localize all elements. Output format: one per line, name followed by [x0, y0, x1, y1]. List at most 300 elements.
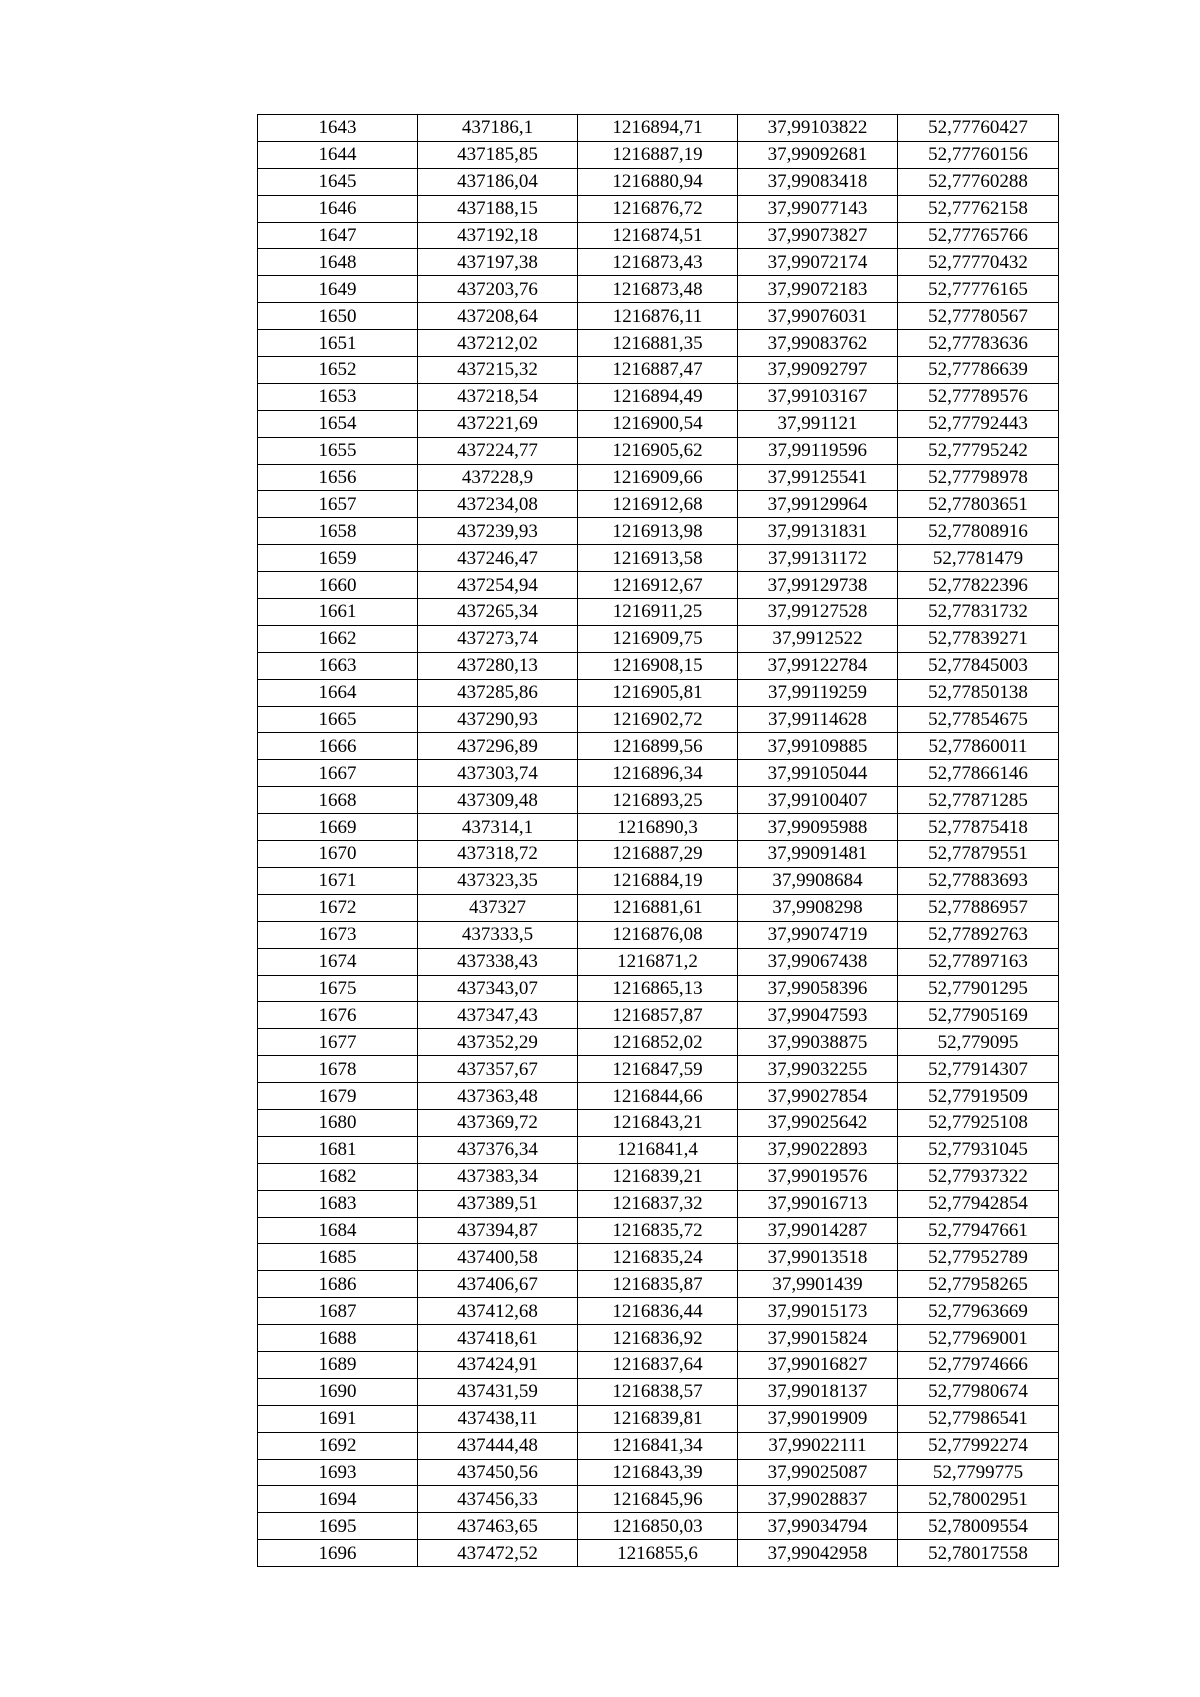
- x-coordinate-cell: 437400,58: [418, 1244, 578, 1271]
- coordinates-table-body: [258, 115, 1059, 1567]
- latitude-cell: 52,77992274: [898, 1432, 1059, 1459]
- x-coordinate-cell: 437357,67: [418, 1056, 578, 1083]
- point-number-cell: 1682: [258, 1163, 418, 1190]
- latitude-cell: 52,77760156: [898, 141, 1059, 168]
- longitude-cell: 37,99095988: [738, 814, 898, 841]
- table-row: [258, 599, 1059, 626]
- point-number-cell: 1690: [258, 1378, 418, 1405]
- y-coordinate-cell: 1216874,51: [578, 222, 738, 249]
- latitude-cell: 52,77980674: [898, 1378, 1059, 1405]
- y-coordinate-cell: 1216909,75: [578, 625, 738, 652]
- latitude-cell: 52,77942854: [898, 1190, 1059, 1217]
- latitude-cell: 52,77762158: [898, 195, 1059, 222]
- longitude-cell: 37,99025087: [738, 1459, 898, 1486]
- y-coordinate-cell: 1216913,98: [578, 518, 738, 545]
- y-coordinate-cell: 1216893,25: [578, 787, 738, 814]
- latitude-cell: 52,77776165: [898, 276, 1059, 303]
- table-row: [258, 625, 1059, 652]
- x-coordinate-cell: 437438,11: [418, 1405, 578, 1432]
- latitude-cell: 52,77839271: [898, 625, 1059, 652]
- x-coordinate-cell: 437285,86: [418, 679, 578, 706]
- x-coordinate-cell: 437254,94: [418, 572, 578, 599]
- latitude-cell: 52,77925108: [898, 1109, 1059, 1136]
- x-coordinate-cell: 437280,13: [418, 652, 578, 679]
- x-coordinate-cell: 437203,76: [418, 276, 578, 303]
- x-coordinate-cell: 437265,34: [418, 599, 578, 626]
- x-coordinate-cell: 437347,43: [418, 1002, 578, 1029]
- longitude-cell: 37,99018137: [738, 1378, 898, 1405]
- x-coordinate-cell: 437197,38: [418, 249, 578, 276]
- y-coordinate-cell: 1216844,66: [578, 1083, 738, 1110]
- table-row: [258, 787, 1059, 814]
- y-coordinate-cell: 1216865,13: [578, 975, 738, 1002]
- point-number-cell: 1657: [258, 491, 418, 518]
- table-row: [258, 1378, 1059, 1405]
- x-coordinate-cell: 437309,48: [418, 787, 578, 814]
- point-number-cell: 1645: [258, 168, 418, 195]
- longitude-cell: 37,99127528: [738, 599, 898, 626]
- table-row: [258, 168, 1059, 195]
- x-coordinate-cell: 437218,54: [418, 383, 578, 410]
- point-number-cell: 1673: [258, 921, 418, 948]
- latitude-cell: 52,77937322: [898, 1163, 1059, 1190]
- point-number-cell: 1652: [258, 357, 418, 384]
- longitude-cell: 37,99025642: [738, 1109, 898, 1136]
- table-row: [258, 975, 1059, 1002]
- y-coordinate-cell: 1216850,03: [578, 1513, 738, 1540]
- table-row: [258, 894, 1059, 921]
- table-row: [258, 1298, 1059, 1325]
- longitude-cell: 37,99076031: [738, 303, 898, 330]
- table-row: [258, 1244, 1059, 1271]
- point-number-cell: 1693: [258, 1459, 418, 1486]
- latitude-cell: 52,77947661: [898, 1217, 1059, 1244]
- table-row: [258, 518, 1059, 545]
- latitude-cell: 52,78017558: [898, 1540, 1059, 1567]
- point-number-cell: 1663: [258, 652, 418, 679]
- longitude-cell: 37,99015173: [738, 1298, 898, 1325]
- x-coordinate-cell: 437338,43: [418, 948, 578, 975]
- longitude-cell: 37,99122784: [738, 652, 898, 679]
- longitude-cell: 37,99014287: [738, 1217, 898, 1244]
- table-row: [258, 410, 1059, 437]
- longitude-cell: 37,9908298: [738, 894, 898, 921]
- longitude-cell: 37,99083418: [738, 168, 898, 195]
- point-number-cell: 1646: [258, 195, 418, 222]
- x-coordinate-cell: 437212,02: [418, 330, 578, 357]
- latitude-cell: 52,77905169: [898, 1002, 1059, 1029]
- x-coordinate-cell: 437215,32: [418, 357, 578, 384]
- x-coordinate-cell: 437185,85: [418, 141, 578, 168]
- y-coordinate-cell: 1216894,49: [578, 383, 738, 410]
- y-coordinate-cell: 1216909,66: [578, 464, 738, 491]
- x-coordinate-cell: 437444,48: [418, 1432, 578, 1459]
- x-coordinate-cell: 437352,29: [418, 1029, 578, 1056]
- x-coordinate-cell: 437463,65: [418, 1513, 578, 1540]
- x-coordinate-cell: 437418,61: [418, 1325, 578, 1352]
- point-number-cell: 1661: [258, 599, 418, 626]
- longitude-cell: 37,99092681: [738, 141, 898, 168]
- x-coordinate-cell: 437303,74: [418, 760, 578, 787]
- table-row: [258, 706, 1059, 733]
- latitude-cell: 52,77786639: [898, 357, 1059, 384]
- y-coordinate-cell: 1216855,6: [578, 1540, 738, 1567]
- y-coordinate-cell: 1216876,11: [578, 303, 738, 330]
- x-coordinate-cell: 437431,59: [418, 1378, 578, 1405]
- latitude-cell: 52,77760288: [898, 168, 1059, 195]
- y-coordinate-cell: 1216843,21: [578, 1109, 738, 1136]
- y-coordinate-cell: 1216881,61: [578, 894, 738, 921]
- longitude-cell: 37,99114628: [738, 706, 898, 733]
- table-row: [258, 330, 1059, 357]
- table-row: [258, 491, 1059, 518]
- point-number-cell: 1643: [258, 115, 418, 142]
- x-coordinate-cell: 437389,51: [418, 1190, 578, 1217]
- y-coordinate-cell: 1216837,32: [578, 1190, 738, 1217]
- x-coordinate-cell: 437221,69: [418, 410, 578, 437]
- y-coordinate-cell: 1216912,67: [578, 572, 738, 599]
- latitude-cell: 52,77879551: [898, 841, 1059, 868]
- table-row: [258, 464, 1059, 491]
- point-number-cell: 1680: [258, 1109, 418, 1136]
- point-number-cell: 1671: [258, 867, 418, 894]
- table-row: [258, 1163, 1059, 1190]
- table-row: [258, 1513, 1059, 1540]
- point-number-cell: 1660: [258, 572, 418, 599]
- longitude-cell: 37,9912522: [738, 625, 898, 652]
- latitude-cell: 52,77952789: [898, 1244, 1059, 1271]
- longitude-cell: 37,99034794: [738, 1513, 898, 1540]
- longitude-cell: 37,99103167: [738, 383, 898, 410]
- table-row: [258, 545, 1059, 572]
- longitude-cell: 37,99047593: [738, 1002, 898, 1029]
- point-number-cell: 1676: [258, 1002, 418, 1029]
- table-row: [258, 1136, 1059, 1163]
- longitude-cell: 37,99072174: [738, 249, 898, 276]
- table-row: [258, 195, 1059, 222]
- x-coordinate-cell: 437246,47: [418, 545, 578, 572]
- y-coordinate-cell: 1216841,34: [578, 1432, 738, 1459]
- point-number-cell: 1656: [258, 464, 418, 491]
- y-coordinate-cell: 1216905,81: [578, 679, 738, 706]
- x-coordinate-cell: 437290,93: [418, 706, 578, 733]
- longitude-cell: 37,99058396: [738, 975, 898, 1002]
- x-coordinate-cell: 437383,34: [418, 1163, 578, 1190]
- x-coordinate-cell: 437318,72: [418, 841, 578, 868]
- table-row: [258, 921, 1059, 948]
- x-coordinate-cell: 437192,18: [418, 222, 578, 249]
- point-number-cell: 1650: [258, 303, 418, 330]
- longitude-cell: 37,991121: [738, 410, 898, 437]
- latitude-cell: 52,77795242: [898, 437, 1059, 464]
- point-number-cell: 1684: [258, 1217, 418, 1244]
- latitude-cell: 52,78009554: [898, 1513, 1059, 1540]
- table-row: [258, 1109, 1059, 1136]
- point-number-cell: 1667: [258, 760, 418, 787]
- y-coordinate-cell: 1216890,3: [578, 814, 738, 841]
- table-row: [258, 437, 1059, 464]
- latitude-cell: 52,77783636: [898, 330, 1059, 357]
- longitude-cell: 37,99119596: [738, 437, 898, 464]
- latitude-cell: 52,77969001: [898, 1325, 1059, 1352]
- latitude-cell: 52,77850138: [898, 679, 1059, 706]
- table-row: [258, 1486, 1059, 1513]
- latitude-cell: 52,78002951: [898, 1486, 1059, 1513]
- table-row: [258, 1056, 1059, 1083]
- y-coordinate-cell: 1216873,43: [578, 249, 738, 276]
- y-coordinate-cell: 1216913,58: [578, 545, 738, 572]
- y-coordinate-cell: 1216896,34: [578, 760, 738, 787]
- point-number-cell: 1666: [258, 733, 418, 760]
- longitude-cell: 37,99131172: [738, 545, 898, 572]
- y-coordinate-cell: 1216873,48: [578, 276, 738, 303]
- longitude-cell: 37,99131831: [738, 518, 898, 545]
- longitude-cell: 37,99092797: [738, 357, 898, 384]
- y-coordinate-cell: 1216847,59: [578, 1056, 738, 1083]
- y-coordinate-cell: 1216837,64: [578, 1351, 738, 1378]
- y-coordinate-cell: 1216908,15: [578, 652, 738, 679]
- latitude-cell: 52,77886957: [898, 894, 1059, 921]
- table-row: [258, 1432, 1059, 1459]
- table-row: [258, 276, 1059, 303]
- x-coordinate-cell: 437456,33: [418, 1486, 578, 1513]
- y-coordinate-cell: 1216876,72: [578, 195, 738, 222]
- table-row: [258, 760, 1059, 787]
- y-coordinate-cell: 1216836,44: [578, 1298, 738, 1325]
- longitude-cell: 37,99042958: [738, 1540, 898, 1567]
- table-row: [258, 1029, 1059, 1056]
- point-number-cell: 1696: [258, 1540, 418, 1567]
- x-coordinate-cell: 437323,35: [418, 867, 578, 894]
- latitude-cell: 52,77883693: [898, 867, 1059, 894]
- point-number-cell: 1694: [258, 1486, 418, 1513]
- latitude-cell: 52,77831732: [898, 599, 1059, 626]
- longitude-cell: 37,99074719: [738, 921, 898, 948]
- table-row: [258, 572, 1059, 599]
- x-coordinate-cell: 437327: [418, 894, 578, 921]
- y-coordinate-cell: 1216843,39: [578, 1459, 738, 1486]
- table-row: [258, 1405, 1059, 1432]
- x-coordinate-cell: 437412,68: [418, 1298, 578, 1325]
- y-coordinate-cell: 1216902,72: [578, 706, 738, 733]
- latitude-cell: 52,7781479: [898, 545, 1059, 572]
- y-coordinate-cell: 1216911,25: [578, 599, 738, 626]
- longitude-cell: 37,99019909: [738, 1405, 898, 1432]
- longitude-cell: 37,99028837: [738, 1486, 898, 1513]
- table-row: [258, 1325, 1059, 1352]
- longitude-cell: 37,99067438: [738, 948, 898, 975]
- point-number-cell: 1677: [258, 1029, 418, 1056]
- latitude-cell: 52,77845003: [898, 652, 1059, 679]
- latitude-cell: 52,77803651: [898, 491, 1059, 518]
- latitude-cell: 52,77963669: [898, 1298, 1059, 1325]
- x-coordinate-cell: 437186,04: [418, 168, 578, 195]
- latitude-cell: 52,77770432: [898, 249, 1059, 276]
- y-coordinate-cell: 1216836,92: [578, 1325, 738, 1352]
- point-number-cell: 1647: [258, 222, 418, 249]
- longitude-cell: 37,99129738: [738, 572, 898, 599]
- latitude-cell: 52,77760427: [898, 115, 1059, 142]
- table-row: [258, 115, 1059, 142]
- y-coordinate-cell: 1216900,54: [578, 410, 738, 437]
- y-coordinate-cell: 1216912,68: [578, 491, 738, 518]
- point-number-cell: 1674: [258, 948, 418, 975]
- y-coordinate-cell: 1216857,87: [578, 1002, 738, 1029]
- point-number-cell: 1649: [258, 276, 418, 303]
- x-coordinate-cell: 437394,87: [418, 1217, 578, 1244]
- x-coordinate-cell: 437343,07: [418, 975, 578, 1002]
- coordinates-table: [257, 114, 1059, 1567]
- latitude-cell: 52,77892763: [898, 921, 1059, 948]
- x-coordinate-cell: 437369,72: [418, 1109, 578, 1136]
- table-row: [258, 1351, 1059, 1378]
- point-number-cell: 1685: [258, 1244, 418, 1271]
- latitude-cell: 52,77974666: [898, 1351, 1059, 1378]
- x-coordinate-cell: 437450,56: [418, 1459, 578, 1486]
- latitude-cell: 52,77986541: [898, 1405, 1059, 1432]
- longitude-cell: 37,99119259: [738, 679, 898, 706]
- x-coordinate-cell: 437208,64: [418, 303, 578, 330]
- longitude-cell: 37,99129964: [738, 491, 898, 518]
- point-number-cell: 1683: [258, 1190, 418, 1217]
- latitude-cell: 52,7799775: [898, 1459, 1059, 1486]
- latitude-cell: 52,77789576: [898, 383, 1059, 410]
- latitude-cell: 52,77931045: [898, 1136, 1059, 1163]
- y-coordinate-cell: 1216839,81: [578, 1405, 738, 1432]
- table-row: [258, 1271, 1059, 1298]
- point-number-cell: 1679: [258, 1083, 418, 1110]
- point-number-cell: 1687: [258, 1298, 418, 1325]
- x-coordinate-cell: 437273,74: [418, 625, 578, 652]
- point-number-cell: 1644: [258, 141, 418, 168]
- point-number-cell: 1668: [258, 787, 418, 814]
- table-row: [258, 303, 1059, 330]
- latitude-cell: 52,77875418: [898, 814, 1059, 841]
- longitude-cell: 37,99083762: [738, 330, 898, 357]
- latitude-cell: 52,77780567: [898, 303, 1059, 330]
- point-number-cell: 1692: [258, 1432, 418, 1459]
- table-row: [258, 249, 1059, 276]
- x-coordinate-cell: 437188,15: [418, 195, 578, 222]
- x-coordinate-cell: 437376,34: [418, 1136, 578, 1163]
- point-number-cell: 1662: [258, 625, 418, 652]
- x-coordinate-cell: 437239,93: [418, 518, 578, 545]
- point-number-cell: 1665: [258, 706, 418, 733]
- table-row: [258, 948, 1059, 975]
- table-row: [258, 841, 1059, 868]
- latitude-cell: 52,779095: [898, 1029, 1059, 1056]
- latitude-cell: 52,77866146: [898, 760, 1059, 787]
- point-number-cell: 1675: [258, 975, 418, 1002]
- longitude-cell: 37,99022893: [738, 1136, 898, 1163]
- point-number-cell: 1651: [258, 330, 418, 357]
- table-row: [258, 652, 1059, 679]
- table-row: [258, 1217, 1059, 1244]
- y-coordinate-cell: 1216887,47: [578, 357, 738, 384]
- y-coordinate-cell: 1216894,71: [578, 115, 738, 142]
- x-coordinate-cell: 437224,77: [418, 437, 578, 464]
- longitude-cell: 37,99038875: [738, 1029, 898, 1056]
- table-row: [258, 1083, 1059, 1110]
- longitude-cell: 37,9901439: [738, 1271, 898, 1298]
- y-coordinate-cell: 1216876,08: [578, 921, 738, 948]
- table-row: [258, 383, 1059, 410]
- latitude-cell: 52,77822396: [898, 572, 1059, 599]
- table-row: [258, 867, 1059, 894]
- table-row: [258, 1002, 1059, 1029]
- longitude-cell: 37,99016827: [738, 1351, 898, 1378]
- y-coordinate-cell: 1216845,96: [578, 1486, 738, 1513]
- longitude-cell: 37,99013518: [738, 1244, 898, 1271]
- table-row: [258, 814, 1059, 841]
- longitude-cell: 37,99077143: [738, 195, 898, 222]
- point-number-cell: 1681: [258, 1136, 418, 1163]
- longitude-cell: 37,99125541: [738, 464, 898, 491]
- table-row: [258, 141, 1059, 168]
- longitude-cell: 37,99019576: [738, 1163, 898, 1190]
- point-number-cell: 1655: [258, 437, 418, 464]
- y-coordinate-cell: 1216880,94: [578, 168, 738, 195]
- x-coordinate-cell: 437424,91: [418, 1351, 578, 1378]
- point-number-cell: 1658: [258, 518, 418, 545]
- y-coordinate-cell: 1216838,57: [578, 1378, 738, 1405]
- table-row: [258, 1459, 1059, 1486]
- latitude-cell: 52,77854675: [898, 706, 1059, 733]
- x-coordinate-cell: 437296,89: [418, 733, 578, 760]
- point-number-cell: 1672: [258, 894, 418, 921]
- longitude-cell: 37,99022111: [738, 1432, 898, 1459]
- table-row: [258, 222, 1059, 249]
- point-number-cell: 1653: [258, 383, 418, 410]
- y-coordinate-cell: 1216884,19: [578, 867, 738, 894]
- table-row: [258, 357, 1059, 384]
- x-coordinate-cell: 437186,1: [418, 115, 578, 142]
- longitude-cell: 37,99105044: [738, 760, 898, 787]
- point-number-cell: 1678: [258, 1056, 418, 1083]
- y-coordinate-cell: 1216835,24: [578, 1244, 738, 1271]
- longitude-cell: 37,99032255: [738, 1056, 898, 1083]
- x-coordinate-cell: 437228,9: [418, 464, 578, 491]
- table-row: [258, 733, 1059, 760]
- y-coordinate-cell: 1216835,72: [578, 1217, 738, 1244]
- latitude-cell: 52,77765766: [898, 222, 1059, 249]
- y-coordinate-cell: 1216835,87: [578, 1271, 738, 1298]
- latitude-cell: 52,77914307: [898, 1056, 1059, 1083]
- point-number-cell: 1670: [258, 841, 418, 868]
- longitude-cell: 37,99073827: [738, 222, 898, 249]
- point-number-cell: 1654: [258, 410, 418, 437]
- latitude-cell: 52,77860011: [898, 733, 1059, 760]
- x-coordinate-cell: 437314,1: [418, 814, 578, 841]
- y-coordinate-cell: 1216887,29: [578, 841, 738, 868]
- longitude-cell: 37,99016713: [738, 1190, 898, 1217]
- point-number-cell: 1695: [258, 1513, 418, 1540]
- point-number-cell: 1689: [258, 1351, 418, 1378]
- y-coordinate-cell: 1216899,56: [578, 733, 738, 760]
- latitude-cell: 52,77958265: [898, 1271, 1059, 1298]
- point-number-cell: 1686: [258, 1271, 418, 1298]
- y-coordinate-cell: 1216852,02: [578, 1029, 738, 1056]
- y-coordinate-cell: 1216905,62: [578, 437, 738, 464]
- y-coordinate-cell: 1216841,4: [578, 1136, 738, 1163]
- y-coordinate-cell: 1216887,19: [578, 141, 738, 168]
- point-number-cell: 1659: [258, 545, 418, 572]
- x-coordinate-cell: 437472,52: [418, 1540, 578, 1567]
- latitude-cell: 52,77901295: [898, 975, 1059, 1002]
- latitude-cell: 52,77808916: [898, 518, 1059, 545]
- table-row: [258, 1540, 1059, 1567]
- longitude-cell: 37,99072183: [738, 276, 898, 303]
